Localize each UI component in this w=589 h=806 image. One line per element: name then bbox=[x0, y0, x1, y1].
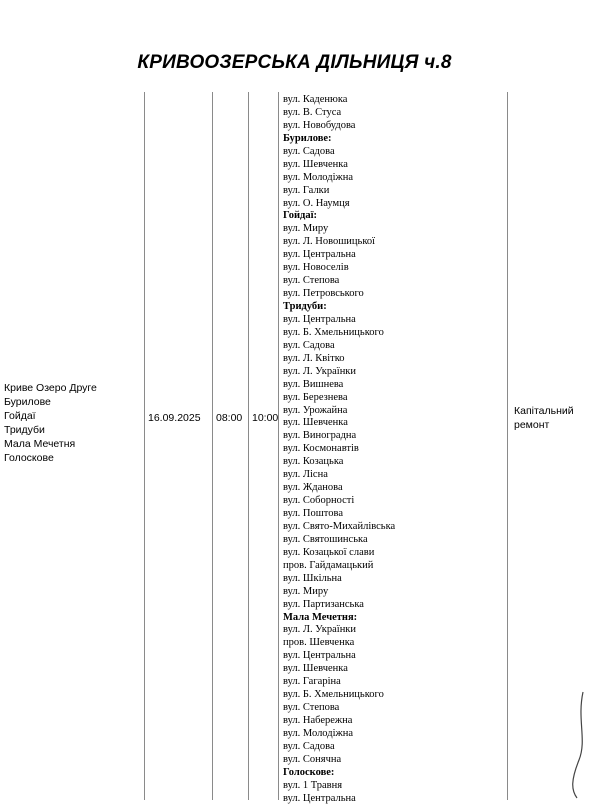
street-item: вул. Виноградна bbox=[283, 430, 357, 442]
street-item: вул. Набережна bbox=[283, 715, 353, 726]
settlement-name: Мала Мечетня bbox=[4, 438, 76, 450]
street-item: вул. Петровського bbox=[283, 288, 364, 300]
street-item: вул. Святошинська bbox=[283, 533, 368, 545]
street-item: вул. Свято-Михайлівська bbox=[283, 520, 396, 532]
street-item: вул. Центральна bbox=[283, 650, 356, 662]
settlement-name: Криве Озеро Друге bbox=[4, 382, 97, 394]
street-item: вул. Б. Хмельницького bbox=[283, 689, 384, 701]
street-item: вул. Л. Квітко bbox=[283, 352, 345, 364]
street-item: вул. Б. Хмельницького bbox=[283, 326, 384, 338]
street-item: вул. Садова bbox=[283, 145, 335, 157]
street-item: вул. Сонячна bbox=[283, 753, 342, 765]
street-item: вул. Шкільна bbox=[283, 572, 342, 584]
settlement-name: Голоскове bbox=[4, 452, 54, 464]
street-item: вул. Козацької слави bbox=[283, 546, 375, 558]
street-item: вул. Центральна bbox=[283, 249, 356, 261]
column-divider bbox=[278, 92, 279, 800]
settlement-header: Гойдаї: bbox=[283, 210, 318, 222]
street-item: вул. Партизанська bbox=[283, 598, 364, 610]
street-item: вул. Галки bbox=[283, 184, 330, 196]
street-item: вул. Шевченка bbox=[283, 417, 348, 429]
street-item: вул. Центральна bbox=[283, 792, 356, 804]
street-item: вул. Березнева bbox=[283, 391, 348, 403]
street-item: вул. Миру bbox=[283, 585, 329, 597]
street-item: вул. Поштова bbox=[283, 508, 343, 519]
street-item: вул. Степова bbox=[283, 275, 340, 287]
street-item: вул. Гагаріна bbox=[283, 676, 341, 688]
streets-cell bbox=[283, 94, 505, 806]
settlement-header: Бурилове: bbox=[283, 132, 332, 144]
street-item: вул. В. Стуса bbox=[283, 106, 342, 118]
reason-line: ремонт bbox=[514, 419, 550, 431]
time-from-cell: 08:00 bbox=[216, 412, 243, 424]
settlement-name: Тридуби bbox=[4, 424, 45, 436]
pen-mark-icon bbox=[565, 690, 589, 800]
street-item: вул. Козацька bbox=[283, 456, 344, 468]
street-item: вул. Л. Українки bbox=[283, 624, 357, 636]
street-item: вул. Центральна bbox=[283, 313, 356, 325]
settlement-header: Тридуби: bbox=[283, 301, 327, 312]
street-item: вул. Молодіжна bbox=[283, 171, 354, 183]
street-item: вул. Миру bbox=[283, 223, 329, 235]
street-item: вул. 1 Травня bbox=[283, 779, 343, 791]
street-item: пров. Шевченка bbox=[283, 637, 355, 649]
settlement-header: Мала Мечетня: bbox=[283, 611, 358, 623]
reason-line: Капітальний bbox=[514, 405, 574, 417]
street-item: вул. Молодіжна bbox=[283, 727, 354, 739]
street-item: вул. Новобудова bbox=[283, 119, 356, 131]
settlement-name: Бурилове bbox=[4, 396, 51, 408]
street-item: вул. Жданова bbox=[283, 482, 343, 494]
street-item: пров. Гайдамацький bbox=[283, 559, 374, 571]
settlement-name: Гойдаї bbox=[4, 410, 36, 422]
column-divider bbox=[248, 92, 249, 800]
street-item: вул. Лісна bbox=[283, 469, 328, 481]
street-item: вул. О. Наумця bbox=[283, 197, 350, 209]
street-item: вул. Урожайна bbox=[283, 404, 348, 416]
street-item: вул. Вишнева bbox=[283, 378, 344, 390]
street-item: вул. Степова bbox=[283, 702, 340, 714]
street-item: вул. Новоселів bbox=[283, 262, 349, 274]
street-item: вул. Соборності bbox=[283, 495, 355, 507]
page-title: КРИВООЗЕРСЬКА ДІЛЬНИЦЯ ч.8 bbox=[137, 52, 452, 73]
column-divider bbox=[507, 92, 508, 800]
reason-cell bbox=[514, 404, 586, 432]
settlements-cell bbox=[4, 381, 97, 465]
settlement-header: Голоскове: bbox=[283, 766, 335, 778]
column-divider bbox=[144, 92, 145, 800]
street-item: вул. Шевченка bbox=[283, 663, 348, 675]
street-item: вул. Шевченка bbox=[283, 158, 348, 170]
street-item: вул. Каденюка bbox=[283, 94, 348, 105]
street-item: вул. Л. Українки bbox=[283, 365, 357, 377]
street-item: вул. Садова bbox=[283, 740, 335, 752]
time-to-cell: 10:00 bbox=[252, 412, 279, 424]
street-item: вул. Л. Новошицької bbox=[283, 236, 376, 248]
column-divider bbox=[212, 92, 213, 800]
street-item: вул. Садова bbox=[283, 339, 335, 351]
street-item: вул. Космонавтів bbox=[283, 443, 359, 455]
date-cell: 16.09.2025 bbox=[148, 412, 201, 424]
